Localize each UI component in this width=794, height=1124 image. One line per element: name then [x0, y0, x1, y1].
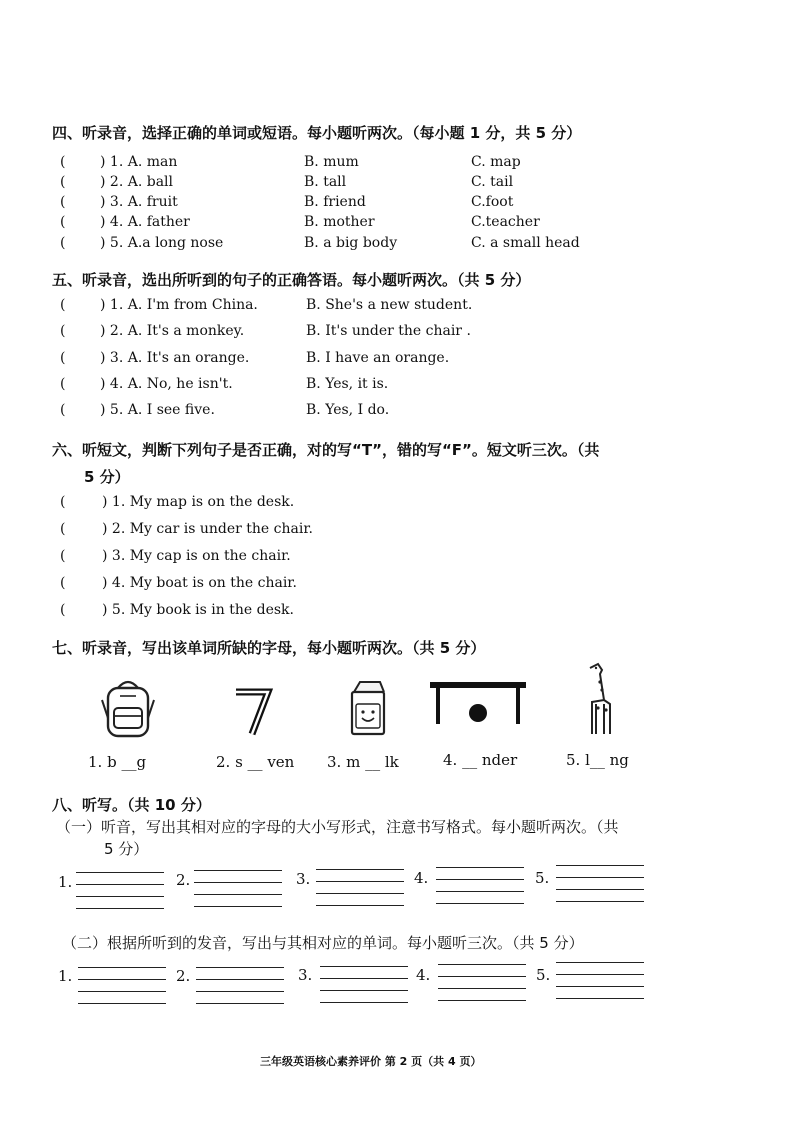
item-number: 4.	[416, 966, 431, 984]
answer-paren[interactable]: (	[60, 235, 66, 251]
section-8-part-2: （二）根据所听到的发音，写出与其相对应的单词。每小题听三次。（共 5 分）	[62, 934, 584, 952]
page-footer: 三年级英语核心素养评价 第 2 页（共 4 页）	[260, 1055, 482, 1068]
section-4-heading: 四、听录音，选择正确的单词或短语。每小题听两次。（每小题 1 分，共 5 分）	[52, 124, 582, 142]
fill-blank-item[interactable]: 4. __ nder	[443, 751, 518, 769]
option-a: ) 1. A. I'm from China.	[100, 297, 258, 313]
writing-lines[interactable]	[194, 870, 282, 918]
answer-paren[interactable]: (	[60, 214, 66, 230]
statement: ) 3. My cap is on the chair.	[102, 548, 291, 564]
number-seven-icon	[232, 688, 272, 738]
option-b: B. She's a new student.	[306, 297, 473, 313]
writing-lines[interactable]	[320, 966, 408, 1014]
milk-carton-icon	[346, 678, 390, 738]
option-a: ) 2. A. ball	[100, 174, 173, 190]
statement: ) 5. My book is in the desk.	[102, 602, 294, 618]
statement: ) 2. My car is under the chair.	[102, 521, 313, 537]
option-a: ) 5. A. I see five.	[100, 402, 215, 418]
option-a: ) 4. A. father	[100, 214, 190, 230]
fill-blank-item[interactable]: 3. m __ lk	[327, 753, 399, 771]
answer-paren[interactable]: (	[60, 297, 66, 313]
section-8-part-1-cont: 5 分）	[104, 840, 149, 858]
item-number: 5.	[535, 869, 550, 887]
option-c: C.foot	[471, 194, 514, 210]
item-number: 3.	[298, 966, 313, 984]
option-b: B. I have an orange.	[306, 350, 450, 366]
item-number: 4.	[414, 869, 429, 887]
option-b: B. tall	[304, 174, 347, 190]
bag-icon	[100, 678, 156, 740]
option-b: B. mother	[304, 214, 375, 230]
item-number: 1.	[58, 967, 73, 985]
option-a: ) 3. A. fruit	[100, 194, 178, 210]
option-c: C. tail	[471, 174, 514, 190]
option-b: B. a big body	[304, 235, 398, 251]
option-b: B. mum	[304, 154, 359, 170]
item-number: 3.	[296, 870, 311, 888]
answer-paren[interactable]: (	[60, 194, 66, 210]
answer-paren[interactable]: (	[60, 494, 66, 510]
option-b: B. Yes, it is.	[306, 376, 389, 392]
option-a: ) 4. A. No, he isn't.	[100, 376, 233, 392]
answer-paren[interactable]: (	[60, 350, 66, 366]
answer-paren[interactable]: (	[60, 602, 66, 618]
giraffe-icon	[580, 660, 620, 738]
option-b: B. Yes, I do.	[306, 402, 390, 418]
option-c: C. a small head	[471, 235, 580, 251]
fill-blank-item[interactable]: 1. b __g	[88, 753, 147, 771]
option-b: B. It's under the chair .	[306, 323, 471, 339]
item-number: 5.	[536, 966, 551, 984]
option-a: ) 3. A. It's an orange.	[100, 350, 250, 366]
option-c: C.teacher	[471, 214, 540, 230]
section-7-heading: 七、听录音，写出该单词所缺的字母，每小题听两次。（共 5 分）	[52, 639, 486, 657]
fill-blank-item[interactable]: 5. l__ ng	[566, 751, 629, 769]
answer-paren[interactable]: (	[60, 323, 66, 339]
section-6-heading-cont: 5 分）	[84, 468, 130, 486]
fill-blank-item[interactable]: 2. s __ ven	[216, 753, 295, 771]
ball-under-table-icon	[430, 680, 526, 726]
answer-paren[interactable]: (	[60, 174, 66, 190]
answer-paren[interactable]: (	[60, 575, 66, 591]
option-a: ) 1. A. man	[100, 154, 178, 170]
item-number: 1.	[58, 873, 73, 891]
writing-lines[interactable]	[436, 867, 524, 915]
writing-lines[interactable]	[438, 964, 526, 1012]
item-number: 2.	[176, 871, 191, 889]
option-a: ) 2. A. It's a monkey.	[100, 323, 245, 339]
answer-paren[interactable]: (	[60, 548, 66, 564]
option-c: C. map	[471, 154, 521, 170]
answer-paren[interactable]: (	[60, 376, 66, 392]
statement: ) 1. My map is on the desk.	[102, 494, 295, 510]
option-a: ) 5. A.a long nose	[100, 235, 224, 251]
answer-paren[interactable]: (	[60, 521, 66, 537]
section-6-heading: 六、听短文，判断下列句子是否正确，对的写“T”，错的写“F”。短文听三次。（共	[52, 441, 600, 459]
section-8-part-1: （一）听音，写出其相对应的字母的大小写形式，注意书写格式。每小题听两次。（共	[56, 818, 619, 836]
section-5-heading: 五、听录音，选出所听到的句子的正确答语。每小题听两次。（共 5 分）	[52, 271, 531, 289]
section-8-heading: 八、听写。（共 10 分）	[52, 796, 211, 814]
writing-lines[interactable]	[196, 967, 284, 1015]
answer-paren[interactable]: (	[60, 402, 66, 418]
writing-lines[interactable]	[556, 962, 644, 1010]
option-b: B. friend	[304, 194, 366, 210]
writing-lines[interactable]	[556, 865, 644, 913]
answer-paren[interactable]: (	[60, 154, 66, 170]
writing-lines[interactable]	[78, 967, 166, 1015]
writing-lines[interactable]	[316, 869, 404, 917]
writing-lines[interactable]	[76, 872, 164, 920]
item-number: 2.	[176, 967, 191, 985]
statement: ) 4. My boat is on the chair.	[102, 575, 297, 591]
